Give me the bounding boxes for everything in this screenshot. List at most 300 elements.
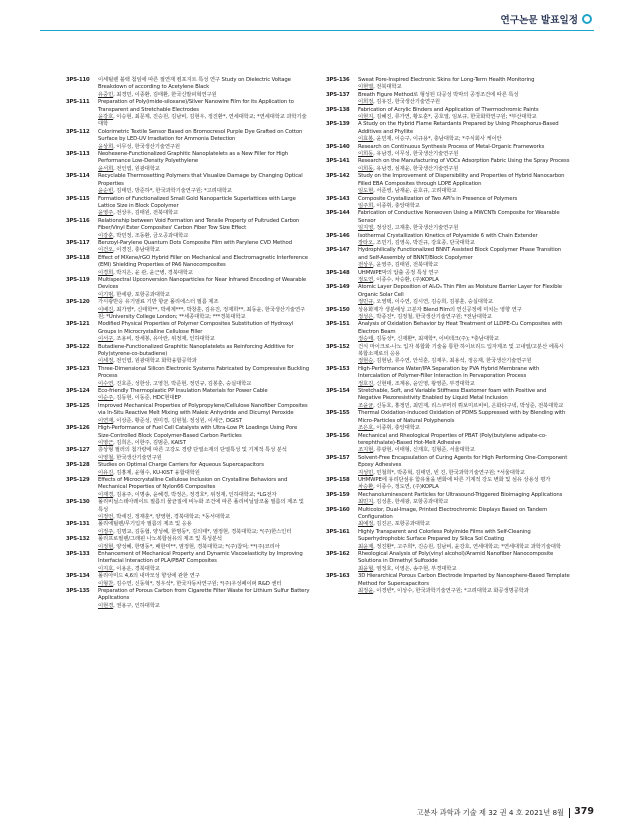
paper-title: Effect of MXene/rGO Hybrid Filler on Mechanical and Electromagnetic Interference (EMI) Shielding Properties of PA6 Nanocomposites [98, 254, 308, 269]
paper-title: 건식 마이크로-나노 입자 복합화 기술을 통한 하이브리드 입자제조 및 고내열/고분산 에폭시 복합소재로의 응용 [358, 343, 564, 358]
program-entry [326, 551, 570, 573]
session-code: 3PS-148 [326, 269, 350, 276]
coauthors-affiliation: , 전인엽, 원광대학교 화학융합공학과 [113, 358, 197, 365]
paper-title: Breath Figure Method로 형성된 다공성 박막의 공정조건에 따른 특성 [358, 91, 519, 98]
author-line [358, 203, 570, 210]
coauthors-affiliation: , 김동현, 이동준, HDC현대EP [113, 395, 181, 402]
journal-citation: 고분자 과학과 기술 제 32 권 4 호 2021년 8월 [416, 808, 564, 817]
program-entry [326, 284, 570, 306]
coauthors-affiliation: , 오영택, 이수연, 김시연, 김승희, 김봉훈, 숭실대학교 [373, 299, 493, 306]
program-entry [326, 144, 570, 159]
entry-body [358, 551, 570, 573]
program-entry [66, 366, 310, 388]
coauthors-affiliation: , 이종수, 정도연, (주)KOPLA [373, 484, 439, 491]
author-line [358, 262, 570, 269]
entry-body [98, 477, 310, 499]
paper-title: Eco-friendly Thermoplastic PP Insulation Materials for Power Cable [98, 388, 268, 395]
coauthors-affiliation: , 전북대학교 [373, 84, 402, 91]
page-footer [0, 805, 622, 821]
presenting-author: 이수연 [98, 380, 114, 387]
session-code: 3PS-129 [66, 476, 90, 483]
paper-title: A Study on the Hybrid Flame Retardants Prepared by Using Phosphorus-Based Additives and Phyllite [358, 121, 559, 135]
session-code: 3PS-160 [326, 506, 350, 513]
presenting-author: 임지영 [358, 225, 374, 232]
paper-title: High-Performance Water/IPA Separation by PVA Hybrid Membrane with Intercalation of Polymer-Filler Interaction in Pervaporation Process [358, 365, 540, 380]
coauthors-affiliation: , 정상진, 고재훈, 한국생산기술연구원 [373, 225, 459, 232]
paper-title: Mechanical and Rheological Properties of PBAT (Poly(butylene adipate-co-terephthalate)-Based Hot-Melt Adhesive [358, 432, 547, 446]
session-code: 3PS-161 [326, 528, 350, 535]
presenting-author: 윤순빈 [98, 188, 114, 195]
program-entry [66, 447, 310, 462]
circle-bullet-icon [582, 14, 592, 24]
paper-title: Multispectral Upconversion Nanoparticles for Near Infrared Encoding of Wearable Devices [98, 276, 307, 291]
author-line [358, 566, 570, 573]
author-line [98, 114, 310, 129]
author-line [98, 144, 310, 151]
program-entry [326, 433, 570, 455]
presenting-author: 장타오 [358, 239, 374, 246]
presenting-author: 윤서희 [98, 165, 114, 172]
session-code: 3PS-154 [326, 388, 350, 395]
program-entry [326, 366, 570, 388]
paper-title: Thermal Oxidation-induced Oxidation of PDMS Suppressed with by Blending with Micro-Particles of Natural Polyphenols [358, 410, 566, 424]
entry-body [358, 388, 570, 410]
coauthors-affiliation: , 이종휘, 충앙대학교 [373, 202, 420, 209]
entry-body [358, 121, 570, 143]
entry-body [98, 403, 310, 425]
presenting-author: 이연재 [98, 417, 114, 424]
entry-body [98, 255, 310, 277]
session-code: 3PS-152 [326, 343, 350, 350]
author-line [358, 277, 570, 284]
program-entry [66, 129, 310, 151]
program-entry [326, 173, 570, 195]
paper-title: 3D Hierarchical Porous Carbon Electrode Imparted by Nanosphere-Based Template Method for Supercapacitors [358, 573, 570, 587]
program-entry [66, 151, 310, 173]
program-entry [326, 507, 570, 529]
author-line [98, 418, 310, 425]
entry-body [358, 529, 570, 551]
program-entry [326, 210, 570, 232]
session-code: 3PS-111 [66, 99, 90, 106]
program-entry [326, 247, 570, 269]
author-line [358, 358, 570, 365]
entry-body [98, 551, 310, 573]
coauthors-affiliation: , 서준영, 남재윤, 윤호규, 고려대학교 [373, 188, 457, 195]
paper-title: Hydrophilically Functionalized BNNT Assisted Block Copolymer Phase Transition and Self-Assembly of BNNT/Block Copolymer [358, 247, 562, 261]
presenting-author: 최민지 [358, 499, 374, 506]
author-line [358, 136, 570, 143]
presenting-author: 이서구 [98, 336, 114, 343]
presenting-author: 이현경 [98, 602, 114, 609]
session-code: 3PS-124 [66, 388, 90, 395]
presenting-author: 윤상희 [98, 143, 114, 150]
footer-divider [569, 808, 570, 818]
session-code: 3PS-117 [66, 239, 90, 246]
author-line [98, 336, 310, 343]
entry-body [98, 77, 310, 99]
section-label [501, 12, 592, 26]
program-entry [66, 462, 310, 477]
session-code: 3PS-162 [326, 551, 350, 557]
presenting-author: 정현승 [358, 358, 374, 365]
paper-title: 이세틸렌 블랙 첨임에 따른 절연재 컴포지트 특성 연구 Study on Dielectric Voltage Breakdown of according to Acetylene Black [98, 77, 291, 91]
entry-body [98, 129, 310, 151]
paper-title: Stretchable, Soft, and Variable Stiffness Elastomer foam with Positive and Negative Piezoresistivity Enabled by Liquid Metal Inclusion [358, 388, 547, 402]
program-entry [326, 455, 570, 477]
author-line [98, 166, 310, 173]
coauthors-affiliation: , 민철희*, 박종혁, 김태민, 빈 진, 한국과학기술연구원; *서울대학교 [373, 469, 525, 476]
coauthors-affiliation: , 류광현, 이태형, 신재호, 김형준, 서울대학교 [373, 447, 475, 454]
entry-body [358, 410, 570, 432]
entry-body [358, 477, 570, 492]
session-code: 3PS-116 [66, 217, 90, 224]
coauthors-affiliation: , 이승현, 최문제, 진승원, 김남비, 김현우, 정진환*, 연세대학교; *연세대학교 과학기술대학 [98, 114, 307, 128]
entry-body [98, 173, 310, 195]
paper-title: Studies on Optimal Charge Carriers for Aqueous Supercapacitors [98, 462, 264, 469]
entry-body [98, 99, 310, 129]
session-code: 3PS-153 [326, 365, 350, 372]
coauthors-affiliation: , 정진환*, 고주희*, 진승원, 김남비, 윤강호, 연세대학교; *연세대학교 과학기술대학 [373, 543, 561, 550]
paper-title: Improved Mechanical Properties of Polypropylene/Cellulose Nanofiber Composites via In-Situ Reactive Melt Mixing with Maleic Anhydride and Dicumyl Peroxide [98, 402, 308, 417]
author-line [358, 499, 570, 506]
presenting-author: 이희동 [358, 165, 374, 172]
session-code: 3PS-157 [326, 454, 350, 461]
presenting-author: 정호진 [358, 380, 374, 387]
coauthors-affiliation: , 김수연, 신동혁*, 정우석*, 한국자동차연구원; *(주)우성페이퍼 R&D 센터 [113, 580, 282, 587]
entry-body [358, 196, 570, 211]
author-line [358, 336, 570, 343]
paper-title: Relationship between Void Formation and Tensile Property of Pultruded Carbon Fiber/Vinyl Ester Composites' Carbon Fiber Tow Size Effect [98, 217, 300, 232]
paper-title: Fabrication of Acrylic Binders and Application of Thermochromic Paints [358, 106, 539, 113]
author-line [358, 99, 570, 106]
program-entry [326, 492, 570, 507]
entry-body [358, 144, 570, 159]
author-line [358, 299, 570, 306]
session-code: 3PS-119 [66, 276, 90, 283]
presenting-author: 조지현 [358, 447, 374, 454]
paper-title: Research on the Manufacturing of VOCs Adsorption Fabric Using the Spray Process [358, 158, 570, 165]
paper-title: 폴리비닐스테아레이트 필름의 물균질에 비누화 조건에 따른 폴리비닐알코올 필름의 제조 및 특성 [98, 499, 304, 513]
session-code: 3PS-120 [66, 299, 90, 306]
author-line [358, 114, 570, 121]
author-line [98, 270, 310, 277]
coauthors-affiliation: , 이무성, 한국생산기술연구원 [113, 143, 180, 150]
program-entry [66, 240, 310, 255]
author-line [98, 247, 310, 254]
presenting-author: 유중민 [98, 91, 114, 98]
paper-title: UHMWPE막의 압출 공정 특성 연구 [358, 269, 439, 276]
session-code: 3PS-140 [326, 143, 350, 150]
paper-title: 폴리프로필렌/그래핀 나노복합섬유의 제조 및 특성분석 [98, 536, 222, 543]
session-code: 3PS-121 [66, 321, 90, 328]
session-code: 3PS-142 [326, 173, 350, 180]
coauthors-affiliation: , 최가영*, 신태학**, 박세계***, 박창훈, 김유진, 정재희**, 최동윤, 한국생산기술연구원; *University College London; **세종대학교; ***경북대학교 [98, 306, 306, 320]
entry-body [358, 573, 570, 595]
session-code: 3PS-159 [326, 491, 350, 498]
program-entry [66, 321, 310, 343]
author-line [98, 92, 310, 99]
session-code: 3PS-144 [326, 210, 350, 217]
paper-title: Composite Crystallization of Two API's in Presence of Polymers [358, 195, 518, 202]
paper-title: Mechanoluminescent Particles for Ultrasound-Triggered Bioimaging Applications [358, 491, 563, 498]
coauthors-affiliation: , 김현남, 류수연, 안석훈, 김재우, 최용석, 정응재, 한국생산기술연구원 [373, 358, 532, 365]
program-entry [66, 388, 310, 403]
program-entry [66, 425, 310, 447]
paper-title: 폴리에틸렌/무기입자 필름의 제조 및 응용 [98, 521, 192, 528]
coauthors-affiliation: , 윤민재, 이승구, 이규용*, 충남대학교; *주식회사 케이안 [373, 136, 502, 143]
presenting-author: 이유진 [98, 469, 114, 476]
author-line [358, 84, 570, 91]
left-column [66, 77, 310, 610]
presenting-author: 이배진 [98, 306, 114, 313]
entry-body [358, 307, 570, 322]
session-code: 3PS-136 [326, 77, 350, 83]
program-entry [66, 588, 310, 610]
paper-title: Research on Continuous Synthesis Process of Metal-Organic Frameworks [358, 143, 545, 150]
program-entry [66, 77, 310, 99]
coauthors-affiliation: , 김성훈, 한세광, 포항공과대학교 [373, 499, 449, 506]
session-code: 3PS-146 [326, 232, 350, 239]
program-entry [66, 477, 310, 499]
program-entry [66, 551, 310, 573]
paper-title: Solvent-Free Encapsulation of Curing Agents for High Performing One-Component Epoxy Adhesives [358, 454, 568, 469]
entry-body [358, 210, 570, 232]
coauthors-affiliation: , 전상우, 김태원, 전북대학교 [113, 210, 179, 217]
coauthors-affiliation: , 신동호, 홍정민, 최민재, 리스쿠머리 뤼보미르비비, 은화타구넥, 박성준, 전북대학교 [373, 402, 564, 409]
author-line [358, 484, 570, 491]
coauthors-affiliation: , 김용주, 이명송, 윤혜경, 박정은, 정경호*, 위정재, 인하대학교; *LG전자 [113, 491, 277, 498]
presenting-author: 이영철 [98, 454, 114, 461]
coauthors-affiliation: , 한국생산기술연구원 [113, 454, 162, 461]
program-entry [326, 410, 570, 432]
program-entry [326, 196, 570, 211]
program-entry [326, 321, 570, 343]
header-divider [40, 30, 594, 31]
session-code: 3PS-133 [66, 551, 90, 557]
entry-body [358, 77, 570, 92]
program-entry [66, 573, 310, 588]
entry-body [358, 321, 570, 343]
presenting-author: 이건오 [98, 247, 114, 254]
coauthors-affiliation: , 김혜진, 류가연, 황도훈*, 공호열, 임보규, 한국화학연구원; *부산대학교 [373, 114, 537, 121]
program-entry [66, 299, 310, 321]
presenting-author: 이정언 [98, 513, 114, 520]
entry-body [358, 344, 570, 366]
entry-body [358, 173, 570, 195]
program-entry [66, 521, 310, 536]
author-line [358, 240, 570, 247]
paper-title: 폴리아미드 4,6의 내마모성 향상에 관한 연구 [98, 573, 200, 580]
coauthors-affiliation: , 이상준, 황준성, 권미경, 김현철, 정성원, 이세근, DGIST [113, 417, 242, 424]
coauthors-affiliation: , 윤영주, 김태원, 전북대학교 [373, 262, 439, 269]
program-entry [66, 499, 310, 521]
paper-title: Study on the Improvement of Dispersibility and Properties of Hybrid Nanocarbon Filled EBA Composites through LDPE Application [358, 173, 565, 187]
entry-body [358, 455, 570, 477]
presenting-author: 최윤형 [358, 565, 374, 572]
author-line [358, 521, 570, 528]
paper-title: Colorimetric Textile Sensor Based on Bromocresol Purple Dye Grafted on Cotton Surface by LED-UV Irradiation for Ammonia Detection [98, 128, 303, 143]
program-entry [66, 99, 310, 129]
entry-body [98, 299, 310, 321]
author-line [98, 381, 310, 388]
paper-title: Isothermal Crystallization Kinetics of Polyamide 6 with Chain Extender [358, 232, 538, 239]
entry-body [358, 284, 570, 306]
program-entry [326, 233, 570, 248]
session-code: 3PS-138 [326, 106, 350, 113]
session-code: 3PS-135 [66, 588, 90, 595]
entry-body [98, 573, 310, 588]
coauthors-affiliation: , 염정호, 이영은, 송주현, 부경대학교 [373, 565, 457, 572]
coauthors-affiliation: , 유남경, 심재윤, 한국생산기술연구원 [373, 165, 459, 172]
author-line [98, 307, 310, 322]
presenting-author: 정민규 [358, 299, 374, 306]
coauthors-affiliation: , 이종휘, 충앙대학교 [373, 425, 420, 432]
presenting-author: 이정주 [98, 528, 114, 535]
entry-body [358, 233, 570, 248]
paper-title: Fabrication of Conductive Nonwoven Using a MWCNTs Composite for Wearable Sensor [358, 210, 560, 224]
author-line [358, 381, 570, 388]
presenting-author: 이경희 [98, 269, 114, 276]
author-line [98, 210, 310, 217]
author-line [358, 470, 570, 477]
author-line [98, 470, 310, 477]
presenting-author: 윤영주 [98, 210, 114, 217]
presenting-author: 이순주 [98, 395, 114, 402]
presenting-author: 최예정 [358, 521, 374, 528]
entry-body [98, 344, 310, 366]
entry-body [358, 366, 570, 388]
program-entry [326, 573, 570, 595]
coauthors-affiliation: , 한세광, 포항공과대학교 [113, 291, 170, 298]
entry-body [98, 218, 310, 240]
presenting-author: 이세정 [98, 358, 114, 365]
coauthors-affiliation: , 최경민, 이종환, 김태환, 한국신발피혁연구원 [113, 91, 217, 98]
session-code: 3PS-141 [326, 158, 350, 165]
program-entry [326, 121, 570, 143]
session-code: 3PS-143 [326, 195, 350, 202]
paper-title: UHMWPE에 유리단섬유 함유율을 변화에 따른 기계적 강도 변화 및 섬유 상용성 평가 [358, 476, 551, 483]
author-line [358, 588, 570, 595]
author-line [358, 188, 570, 195]
coauthors-affiliation: , 이종수, 차승환, (주)KOPLA [373, 276, 439, 283]
paper-title: Neohexene-Functionalized Graphitic Nanoplatelets as a New Filler for High Performance Low-Density Polyethylene [98, 151, 289, 165]
paper-title: Three-Dimensional Silicon Electronic Systems Fabricated by Compressive Buckling Process [98, 365, 310, 380]
author-line [98, 581, 310, 588]
paper-title: Modified Physical Properties of Polymer Composites Substitution of Hydroxyl Groups in Microcrystalline Cellulose Filler [98, 321, 294, 335]
session-code: 3PS-125 [66, 402, 90, 409]
program-entry [66, 536, 310, 551]
presenting-author: 이희동 [358, 151, 374, 158]
coauthors-affiliation: , 이용운, 경북대학교 [113, 565, 160, 572]
program-entry [326, 77, 570, 92]
entry-body [98, 447, 310, 462]
entry-body [358, 158, 570, 173]
coauthors-affiliation: , 박세진, 정재훈*, 양영현, 경북대학교; *동서대학교 [113, 513, 230, 520]
entry-body [98, 151, 310, 173]
program-entry [326, 158, 570, 173]
entry-body [358, 247, 570, 269]
paper-title: 상용화제가 생분해성 고분자 Blend Film의 연신공정에 미치는 영향 연구 [358, 306, 522, 313]
session-code: 3PS-147 [326, 247, 350, 254]
entry-body [358, 507, 570, 529]
entry-body [358, 492, 570, 507]
coauthors-affiliation: , 조민기, 김영욱, 박진규, 강효종, 단국대학교 [373, 239, 475, 246]
session-code: 3PS-149 [326, 284, 350, 291]
coauthors-affiliation: , 이경빈*, 이상수, 한국과학기술연구원; *고려대학교 화공생명공학과 [373, 588, 529, 595]
coauthors-affiliation: , 김동성*, 신재환*, 최재학*, 이비테크(주); *충남대학교 [373, 336, 499, 343]
page-number: 379 [574, 806, 594, 817]
entry-body [358, 107, 570, 122]
program-entry [66, 255, 310, 277]
coauthors-affiliation: , 박지은, 윤 관, 윤근병, 경북대학교 [113, 269, 193, 276]
presenting-author: 지성민 [358, 469, 374, 476]
presenting-author: 이강훈 [98, 232, 114, 239]
author-line [98, 603, 310, 610]
author-line [358, 425, 570, 432]
session-code: 3PS-118 [66, 254, 90, 261]
paper-title: Enhancement of Mechanical Property and Dynamic Viscoelasticity by Improving Interfacial Interaction of PLA/PBAT Composites [98, 551, 303, 565]
author-line [98, 358, 310, 365]
presenting-author: 이희정 [358, 99, 374, 106]
presenting-author: 이지호 [98, 565, 114, 572]
coauthors-affiliation: , 신현태, 조계용, 윤인영, 왕영준, 부경대학교 [373, 380, 475, 387]
entry-body [98, 462, 310, 477]
entry-body [98, 521, 310, 536]
entry-body [98, 277, 310, 299]
session-code: 3PS-134 [66, 573, 90, 580]
presenting-author: 정성은 [358, 314, 374, 320]
paper-title: Preparation of Porous Carbon from Cigarette Filter Waste for Lithium Sulfur Battery Applications [98, 588, 310, 602]
presenting-author: 임도현 [358, 188, 374, 195]
entry-body [98, 388, 310, 403]
author-line [98, 395, 310, 402]
entry-body [98, 321, 310, 343]
program-entry [326, 270, 570, 285]
session-code: 3PS-123 [66, 365, 90, 372]
session-code: 3PS-126 [66, 425, 90, 432]
author-line [358, 403, 570, 410]
session-code: 3PS-151 [326, 321, 350, 328]
coauthors-affiliation: , 전인엽, 원광대학교 [113, 165, 160, 172]
program-entry [326, 344, 570, 366]
session-code: 3PS-130 [66, 499, 90, 506]
author-line [98, 455, 310, 462]
paper-title: Analysis of Oxidation Behavior by Heat Treatment of LLDPE-Cu Composites with Electron Beam [358, 321, 563, 335]
entry-body [358, 270, 570, 285]
paper-title: Recyclable Thermosetting Polymers that Visualize Damage by Changing Optical Properties [98, 173, 303, 187]
presenting-author: 이현열 [358, 84, 374, 91]
session-code: 3PS-132 [66, 536, 90, 543]
author-line [358, 314, 570, 321]
session-code: 3PS-150 [326, 306, 350, 313]
presenting-author: 윤강호 [98, 114, 114, 121]
coauthors-affiliation: , 김홍제, 윤형수, KU-KIST 융합대학원 [113, 469, 200, 476]
coauthors-affiliation: , 양성혜, 한명동*, 배한미**, 염정현, 경북대학교; *(주)참덕; **(주)코리아 [113, 543, 280, 550]
program-entry [66, 277, 310, 299]
paper-title: Preparation of Poly(imide-siloxane)/Silver Nanowire Film for its Application to Transparent and Stretchable Electrodes [98, 99, 294, 113]
session-code: 3PS-137 [326, 91, 350, 98]
session-code: 3PS-112 [66, 128, 90, 135]
entry-body [358, 92, 570, 107]
presenting-author: 조윤균 [358, 402, 374, 409]
program-entry [326, 388, 570, 410]
presenting-author: 전상우 [358, 262, 374, 269]
right-column [326, 77, 570, 595]
coauthors-affiliation: , 김희은, 이한주, 김범준, KAIST [113, 439, 186, 446]
program-entry [326, 529, 570, 551]
section-label-text: 연구논문 발표일정 [500, 15, 578, 26]
